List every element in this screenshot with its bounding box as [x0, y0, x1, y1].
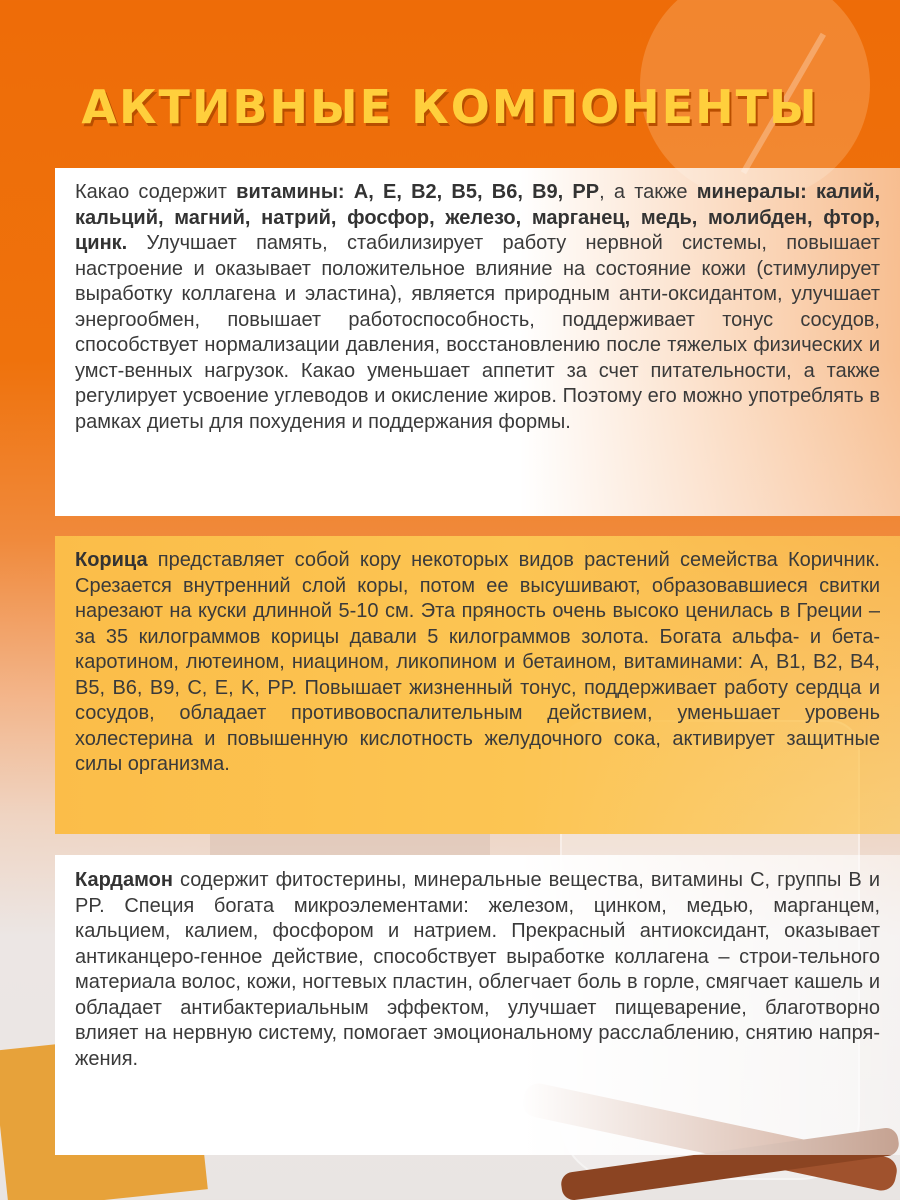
page-title: АКТИВНЫЕ КОМПОНЕНТЫ	[81, 80, 819, 134]
cardamom-card	[55, 855, 900, 1155]
cinnamon-text	[75, 548, 880, 778]
cardamom-body: содержит фитостерины, минеральные вещества, витамины С, группы В и PP. Специя богата микроэлементами: железом, цинком, медью, марганцем, кальцием, калием, фосфором и натрием. Прекрасный антиоксидант, оказывает антиканцеро-генное действие, способствует выработке коллагена – строи-тельного материала волос, кожи, ногтевых пластин, облегчает боль в горле, смягчает кашель и обладает антибактериальным эффектом, улучшает пищеварение, благотворно влияет на нервную систему, помогает эмоциональному расслаблению, снятию напря-жения.	[75, 869, 880, 1070]
cocoa-vitamins: витамины: A, E, B2, B5, B6, B9, PP	[236, 181, 600, 203]
cocoa-body: Улучшает память, стабилизирует работу нервной системы, повышает настроение и оказывает положительное влияние на состояние кожи (стимулирует выработку коллагена и эластина), является природным анти-оксидантом, улучшает энергообмен, повышает работоспособность, поддерживает тонус сосудов, способствует нормализации давления, восстановлению после тяжелых физических и умст-венных нагрузок. Какао уменьшает аппетит за счет питательности, а также регулирует усвоение углеводов и окисление жиров. Поэтому его можно употреблять в рамках диеты для похудения и поддержания формы.	[75, 232, 880, 433]
cocoa-intro: Какао содержит	[75, 181, 237, 203]
cinnamon-name: Корица	[75, 549, 148, 571]
cocoa-card	[55, 168, 900, 516]
cinnamon-card	[55, 536, 900, 834]
cocoa-text	[75, 180, 880, 435]
cocoa-mid: , а также	[599, 181, 697, 203]
cocoa-minerals: минералы: калий, кальций, магний, натрий, фосфор, железо, марганец, медь, молибден, фтор, цинк.	[75, 181, 881, 254]
cardamom-text	[75, 868, 880, 1072]
cinnamon-body: представляет собой кору некоторых видов растений семейства Коричник. Срезается внутренний слой коры, потом ее высушивают, образовавшиеся свитки нарезают на куски длинной 5-10 см. Эта пряность очень высоко ценилась в Греции – за 35 килограммов корицы давали 5 килограммов золота. Богата альфа- и бета-каротином, лютеином, ниацином, ликопином и бетаином, витаминами: A, B1, B2, B4, B5, B6, B9, C, E, K, PP. Повышает жизненный тонус, поддерживает работу сердца и сосудов, обладает противовоспалительным действием, уменьшает уровень холестерина и повышенную кислотность желудочного сока, активирует защитные силы организма.	[75, 549, 880, 775]
cardamom-name: Кардамон	[75, 869, 173, 891]
